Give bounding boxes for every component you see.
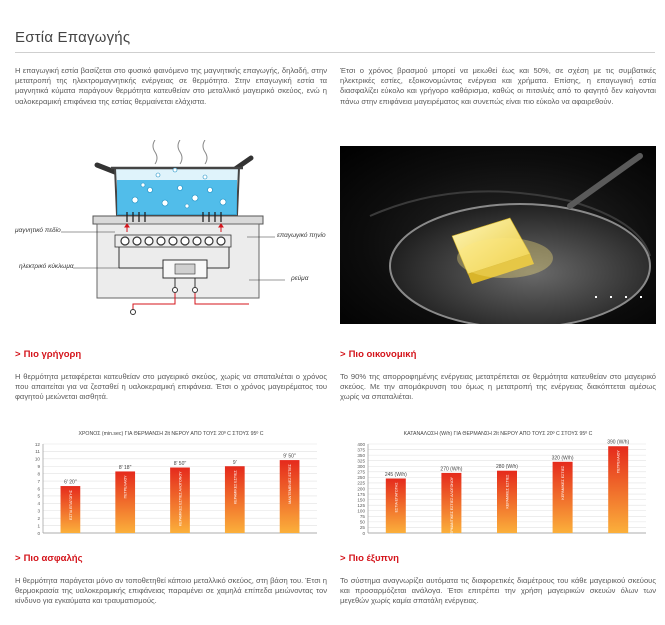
label-magnetic-field: μαγνητικό πεδίο [15,227,61,234]
y-tick-label: 1 [37,523,40,529]
y-tick-label: 7 [37,478,40,484]
y-tick-label: 9 [37,464,40,470]
chart-consumption [340,426,656,536]
bar-data-label: 270 (W/h) [440,466,463,473]
intro-left-paragraph: Η επαγωγική εστία βασίζεται στο φυσικό φαινόμενο της μαγνητικής επαγωγής, δηλαδή, στην μετατροπή της ηλεκτρομαγνητικής ενέργειας σε θερμότητα. Στην επαγωγική εστία τα μαγνητικά κύματα παράγουν θερμότητα κατευθείαν στο μεταλλικό μαγειρικό σκεύος, ενώ η υαλοκεραμική επιφάνεια της εστίας θερμαίνεται ελάχιστα. [15,66,327,106]
y-tick-label: 6 [37,486,40,492]
y-tick-label: 250 [357,475,365,481]
arrow-icon: > [340,349,346,360]
bar-category-label: ΚΕΡΑΜΙΚΕΣ ΕΣΤΙΕΣ [561,465,566,500]
y-tick-label: 75 [359,514,365,520]
bar-category-label: ΚΕΡΑΜΙΚΕΣ ΕΣΤΙΕΣ [505,474,510,509]
y-tick-label: 100 [357,508,365,514]
page-title: Εστία Επαγωγής [15,29,131,46]
y-tick-label: 4 [37,501,40,507]
section-title-smarter: > Πιο έξυπνη [340,553,399,564]
bar-category-label: ΠΕΤΡΕΛΑΙΟΥ [123,475,128,499]
y-tick-label: 275 [357,469,365,475]
wok-butter-illustration [340,146,656,324]
y-tick-label: 350 [357,452,365,458]
induction-hob-photo [340,146,656,324]
bar-category-label: ΚΕΡΑΜΙΚΕΣ ΕΣΤΙΕΣ ΑΛΟΓΟΝΟΥ [178,471,183,527]
section-title-economic: > Πιο οικονομική [340,349,417,360]
bar-category-label: ΜΑΝΤΕΜΕΝΙΕΣ ΕΣΤΙΕΣ [288,464,293,504]
y-tick-label: 3 [37,508,40,514]
bar-data-label: 320 (W/h) [551,455,574,462]
bar-data-label: 6' 20'' [64,479,77,486]
intro-right-paragraph: Έτσι ο χρόνος βρασμού μπορεί να μειωθεί έως και 50%, σε σχέση με τις συμβατικές ηλεκτρικές εστίες, εξοικονομώντας ενέργεια και χρήματα. Επίσης, η επαγωγική εστία διασφαλίζει εύκολο και γρήγορο καθάρισμα, καθώς οι πιτσιλιές από το φαγητό δεν καίγονται πάνω στην επιφάνεια μαγειρέματος και συνεπώς είναι πιο εύκολο να αφαιρεθούν. [340,66,656,106]
y-tick-label: 125 [357,502,365,508]
y-tick-label: 225 [357,480,365,486]
bar-data-label: 9' [232,459,237,466]
bar-category-label: ΕΣΤΙΑ ΕΠΑΓΩΓΗΣ [394,482,399,513]
label-electric-circuit: ηλεκτρικό κύκλωμα [19,263,74,270]
section-title-faster: > Πιο γρήγορη [15,349,82,360]
chart-time-svg [15,426,327,536]
bar-data-label: 8' 18'' [118,464,132,471]
bar-category-label: ΚΕΡΑΜΙΚΕΣ ΕΣΤΙΕΣ [233,470,238,505]
y-tick-label: 5 [37,493,40,499]
chart-time [15,426,327,536]
induction-diagram [15,140,335,325]
y-tick-label: 8 [37,471,40,477]
section-text-faster: Η θερμότητα μεταφέρεται κατευθείαν στο μαγειρικό σκεύος, χωρίς να σπαταλιέται ο χρόνος που απαιτείται για να ζεσταθεί η υαλοκεραμική επιφάνεια. Έτσι ο χρόνος μαγειρέματος του φαγητού μειώνεται αισθητά. [15,372,327,402]
y-tick-label: 400 [357,441,365,447]
y-tick-label: 11 [35,449,40,455]
bar-category-label: ΕΣΤΙΑ ΕΠΑΓΩΓΗΣ [68,490,73,520]
arrow-icon: > [15,349,21,360]
bar-category-label: ΠΕΤΡΕΛΑΙΟΥ [616,450,621,474]
y-tick-label: 0 [37,530,40,536]
bar-data-label: 9' 50'' [283,453,296,460]
y-tick-label: 325 [357,458,365,464]
y-tick-label: 12 [34,441,40,447]
y-tick-label: 175 [357,491,365,497]
arrow-icon: > [340,553,346,564]
section-text-economic: Το 90% της απορροφημένης ενέργειας μετατρέπεται σε θερμότητα κατευθείαν στο μαγειρικό σκεύος. Με την απομάκρυνση του όμως η μετατροπή της ενέργειας διακόπτεται αμέσως χωρίς να σπαταλιέται. [340,372,656,402]
y-tick-label: 150 [357,497,365,503]
y-tick-label: 300 [357,464,365,470]
bar-data-label: 280 (W/h) [496,464,518,471]
y-tick-label: 2 [37,515,40,521]
bar-category-label: ΘΕΡΜΑΝΤΙΚΕΣ ΕΣΤΙΕΣ ΑΛΟΓΟΝΟΥ [449,476,454,536]
title-divider [15,52,655,53]
section-text-safer: Η θερμότητα παράγεται μόνο αν τοποθετηθεί κάποιο μεταλλικό σκεύος, στη βάση του. Έτσι η θερμοκρασία της υαλοκεραμικής επιφάνειας παραμένει σε χαμηλά επίπεδα μειώνοντας τον κίνδυνο για εγκαύματα και τραυματισμούς. [15,576,327,606]
y-tick-label: 200 [357,486,365,492]
chart-consumption-svg [340,426,656,536]
y-tick-label: 25 [359,525,365,531]
label-induction-coil: επαγωγικό πηνίο [277,232,326,239]
section-title-safer: > Πιο ασφαλής [15,553,83,564]
arrow-icon: > [15,553,21,564]
y-tick-label: 10 [34,456,40,462]
y-tick-label: 375 [357,447,365,453]
bar-data-label: 245 (W/h) [384,471,407,478]
y-tick-label: 50 [359,519,365,525]
bar-data-label: 8' 50'' [173,461,187,468]
y-tick-label: 0 [362,530,365,536]
bar-data-label: 390 (W/h) [607,439,630,446]
label-current: ρεύμα [291,275,309,282]
chart-title: ΧΡΟΝΟΣ (min.sec) ΓΙΑ ΘΕΡΜΑΝΣΗ 2lt ΝΕΡΟΥ ΑΠΟ ΤΟΥΣ 20º C ΣΤΟΥΣ 95º C [78,431,264,437]
section-text-smarter: Το σύστημα αναγνωρίζει αυτόματα τις διαφορετικές διαμέτρους του κάθε μαγειρικού σκεύους και προσαρμόζεται ανάλογα. Έτσι επιτρέπει την χρήση μαγειρικών σκευών όλων των μεγεθών χωρίς καμία σπατάλη ενέργειας. [340,576,656,606]
chart-title: ΚΑΤΑΝΑΛΩΣΗ (W/h) ΓΙΑ ΘΕΡΜΑΝΣΗ 2lt ΝΕΡΟΥ ΑΠΟ ΤΟΥΣ 20º C ΣΤΟΥΣ 95º C [403,431,593,437]
